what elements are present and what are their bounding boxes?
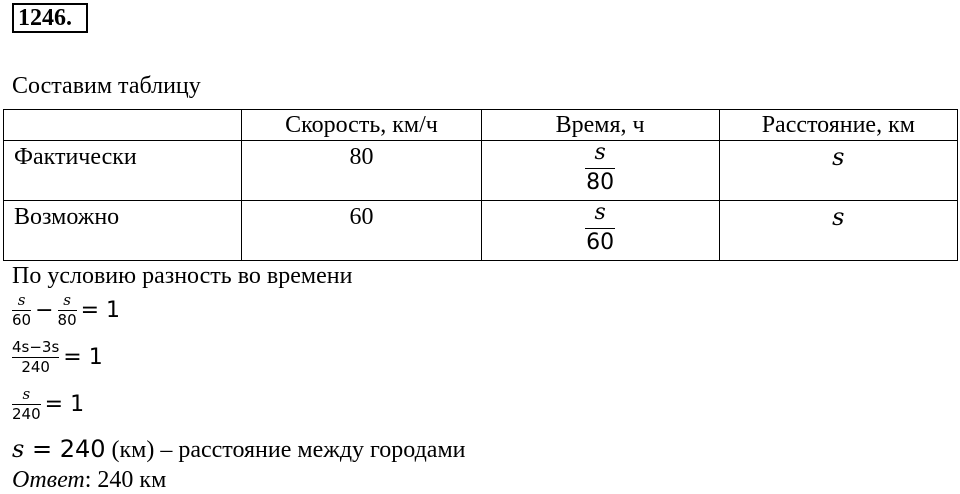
fraction [12, 386, 41, 423]
equation-rhs: = 1 [44, 392, 85, 417]
distance-value: s [719, 201, 957, 261]
result-value: = 240 [24, 435, 106, 463]
time-fraction [585, 201, 615, 255]
fraction-denominator: 60 [586, 230, 615, 255]
distance-value: s [719, 141, 957, 201]
fraction-numerator: s [63, 291, 71, 309]
header-time: Время, ч [481, 110, 719, 141]
problem-number: 1246. [12, 3, 88, 33]
fraction [12, 292, 31, 329]
fraction-numerator: 4s−3s [12, 338, 60, 356]
speed-value: 80 [242, 141, 481, 201]
table-header-row [4, 110, 958, 141]
equation-rhs: = 1 [63, 345, 103, 370]
table-row [4, 201, 958, 261]
answer-label: Ответ [12, 467, 85, 493]
equation-2 [12, 339, 107, 376]
condition-text: По условию разность во времени [12, 263, 353, 289]
fraction-numerator: s [594, 200, 606, 225]
result-description: (км) – расстояние между городами [105, 437, 466, 463]
fraction-numerator: s [17, 291, 26, 309]
intro-text: Составим таблицу [12, 73, 201, 99]
equation-1 [12, 292, 124, 329]
result-line [12, 435, 465, 464]
equation-rhs: = 1 [80, 298, 121, 323]
fraction-numerator: s [22, 385, 31, 403]
fraction-denominator: 240 [12, 405, 41, 423]
fraction-numerator: s [594, 140, 606, 165]
answer-text: : 240 км [84, 467, 167, 493]
equation-3 [12, 386, 88, 423]
header-empty-cell [4, 110, 242, 141]
row-label-actual: Фактически [4, 141, 242, 201]
fraction [12, 339, 59, 376]
time-fraction [585, 141, 615, 195]
fraction-denominator: 60 [12, 311, 32, 329]
header-distance: Расстояние, км [719, 110, 957, 141]
table-row [4, 141, 958, 201]
row-label-possible: Возможно [4, 201, 242, 261]
fraction-denominator: 80 [586, 170, 615, 195]
answer-line [12, 466, 166, 494]
minus-sign: − [35, 298, 54, 323]
speed-value: 60 [242, 201, 481, 261]
speed-time-distance-table [3, 109, 958, 261]
fraction-bar [585, 168, 615, 169]
fraction [58, 292, 77, 329]
result-variable: s [12, 435, 25, 463]
fraction-bar [585, 228, 615, 229]
fraction-denominator: 80 [57, 311, 77, 329]
header-speed: Скорость, км/ч [242, 110, 481, 141]
time-cell [481, 201, 719, 261]
fraction-denominator: 240 [21, 358, 50, 376]
time-cell [481, 141, 719, 201]
